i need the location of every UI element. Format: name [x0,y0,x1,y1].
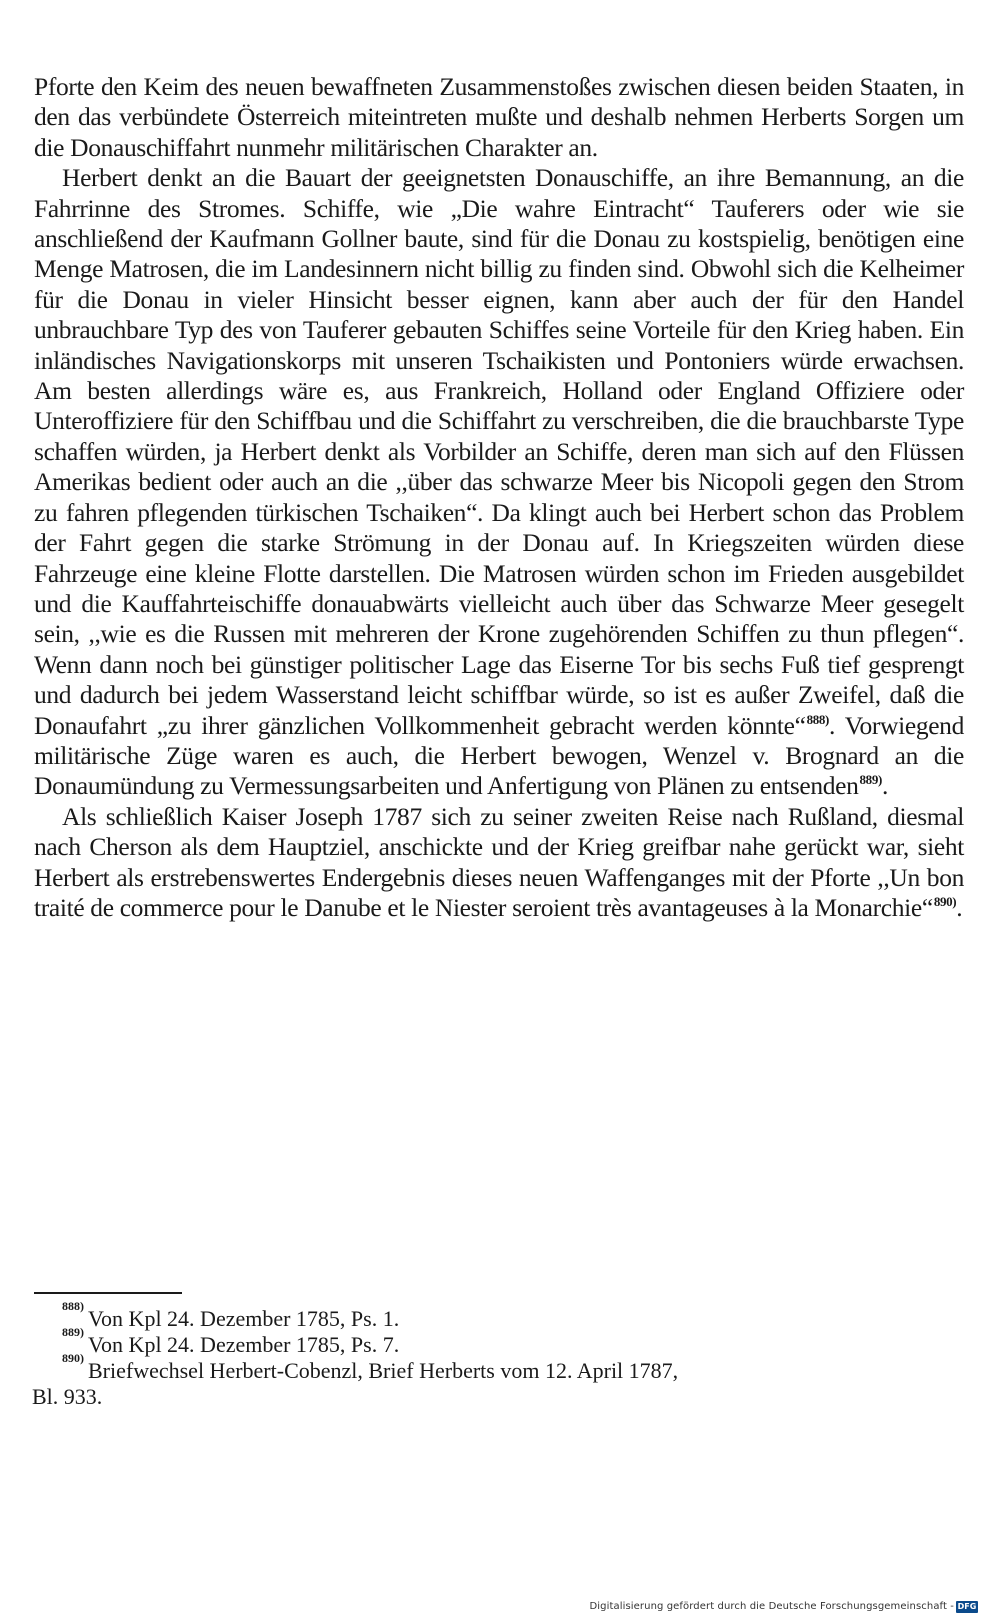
page-body [34,72,964,923]
footnote-mark: 890) [62,1350,84,1365]
footnote-text-continued: Bl. 933. [32,1384,103,1409]
paragraph-2-text-c: . [881,771,888,801]
footnote-mark: 889) [62,1324,84,1339]
footnote-890 [32,1350,964,1410]
paragraph-3-text-b: . [956,892,963,922]
footnote-mark: 888) [62,1298,84,1313]
footnote-ref-889[interactable]: 889) [859,772,882,788]
footnote-text: Briefwechsel Herbert-Cobenzl, Brief Herberts vom 12. April 1787, [88,1358,679,1383]
footnote-divider [34,1292,182,1294]
paragraph-3 [34,802,964,924]
footnote-889 [34,1324,964,1358]
paragraph-2-text-a: Herbert denkt an die Bauart der geeignetsten Donauschiffe, an ihre Bemannung, an die Fahrrinne des Stromes. Schiffe, wie „Die wahre Eintracht“ Tauferers oder wie sie anschließend der Kaufmann Gollner baute, sind für die Donau zu kostspielig, benötigen eine Menge Matrosen, die im Landesinnern nicht billig zu finden sind. Obwohl sich die Kelheimer für die Donau in vieler Hinsicht besser eignen, kann aber auch der für den Handel unbrauchbare Typ des von Tauferer gebauten Schiffes seine Vorteile für den Krieg haben. Ein inländisches Navigationskorps mit unseren Tschaikisten und Pontoniers würde erwachsen. Am besten allerdings wäre es, aus Frankreich, Holland oder England Offiziere oder Unteroffiziere für den Schiffbau und die Schiffahrt zu verschreiben, die die brauchbarste Type schaffen würden, ja Herbert denkt als Vorbilder an Schiffe, deren man sich auf den Flüssen Amerikas bedient oder auch an die ,,über das schwarze Meer bis Nicopoli gegen den Strom zu fahren pflegenden türkischen Tschaiken“. Da klingt auch bei Herbert schon das Problem der Fahrt gegen die starke Strömung in der Donau auf. In Kriegszeiten würden diese Fahrzeuge eine kleine Flotte darstellen. Die Matrosen würden schon im Frieden ausgebildet und die Kauffahrteischiffe donauabwärts vielleicht auch über das Schwarze Meer gesegelt sein, ,,wie es die Russen mit mehreren der Krone zugehörenden Schiffen zu thun pflegen“. Wenn dann noch bei günstiger politischer Lage das Eiserne Tor bis sechs Fuß tief gesprengt und dadurch bei jedem Wasserstand leicht schiffbar würde, so ist es außer Zweifel, daß die Donaufahrt „zu ihrer gänzlichen Vollkommenheit gebracht werden könnte“ [34,163,964,740]
footnotes [32,1298,964,1410]
footnote-888 [34,1298,964,1332]
footnote-text: Von Kpl 24. Dezember 1785, Ps. 7. [88,1332,400,1357]
footnote-ref-888[interactable]: 888) [806,711,830,727]
main-text [34,72,964,923]
paragraph-2 [34,163,964,802]
footnote-text: Von Kpl 24. Dezember 1785, Ps. 1. [88,1306,400,1331]
paragraph-1: Pforte den Keim des neuen bewaffneten Zusammenstoßes zwischen diesen beiden Staaten, in den das verbündete Österreich miteintreten mußte und deshalb nehmen Herberts Sorgen um die Donauschiffahrt nunmehr militärischen Charakter an. [34,72,964,162]
digitization-notice: Digitalisierung gefördert durch die Deutsche Forschungsgemeinschaft - [589,1601,954,1612]
dfg-logo-icon: DFG [957,1602,977,1611]
footnote-ref-890[interactable]: 890) [933,893,957,909]
paragraph-3-text-a: Als schließlich Kaiser Joseph 1787 sich zu seiner zweiten Reise nach Rußland, diesmal nach Cherson als dem Hauptziel, anschickte und der Krieg greifbar nahe gerückt war, sieht Herbert als erstrebenswertes Endergebnis dieses neuen Waffenganges mit der Pforte ,,Un bon traité de commerce pour le Danube et le Niester seroient très avantageuses à la Monarchie“ [34,801,964,922]
paragraph-2-text-b: . Vorwiegend militärische Züge waren es auch, die Herbert bewogen, Wenzel v. Brognard an die Donaumündung zu Vermessungsarbeiten und Anfertigung von Plänen zu entsenden [34,710,964,801]
